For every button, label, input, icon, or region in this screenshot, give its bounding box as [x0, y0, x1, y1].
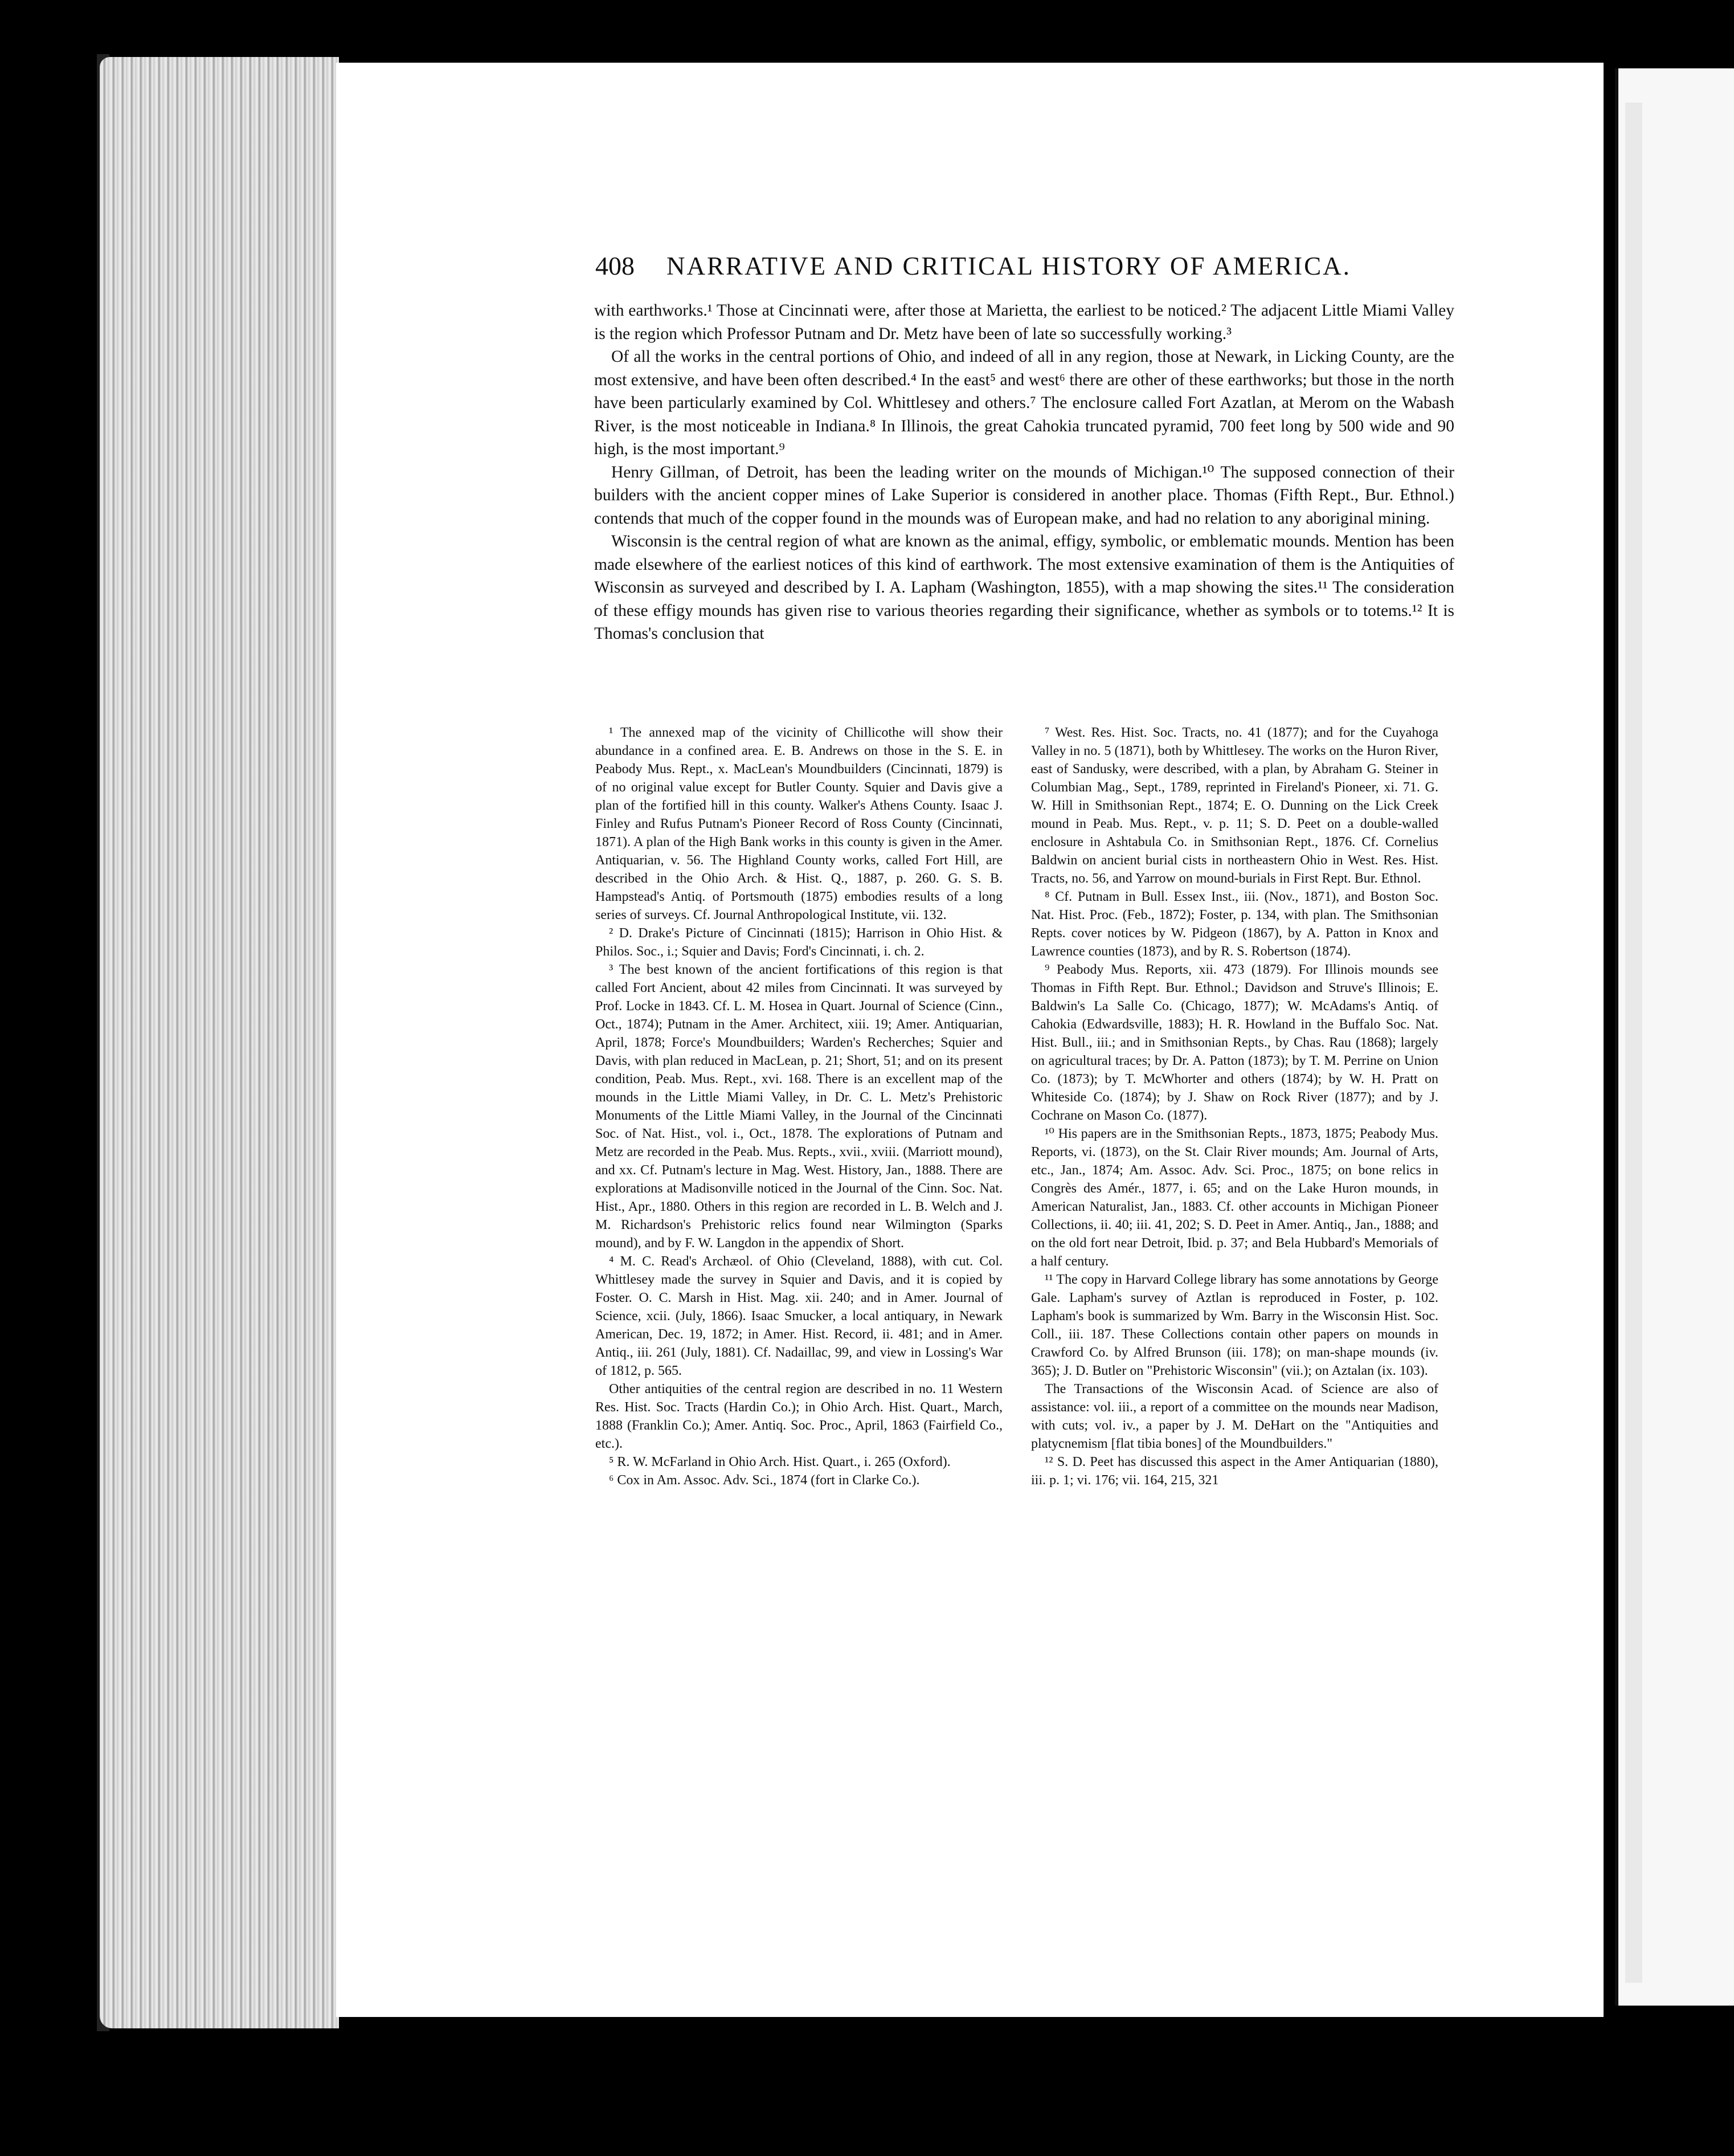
page-header: [595, 251, 1453, 285]
footnote: ¹ The annexed map of the vicinity of Chillicothe will show their abundance in a confined area. E. B. Andrews on those in the S. E. in Peabody Mus. Rept., x. MacLean's Moundbuilders (Cincinnati, 1879) is of no original value except for Butler County. Squier and Davis give a plan of the fortified hill in this county. Walker's Athens County. Isaac J. Finley and Rufus Putnam's Pioneer Record of Ross County (Cincinnati, 1871). A plan of the High Bank works in this county is given in the Amer. Antiquarian, v. 56. The Highland County works, called Fort Hill, are described in the Ohio Arch. & Hist. Q., 1887, p. 260. G. S. B. Hampstead's Antiq. of Portsmouth (1875) embodies results of a long series of surveys. Cf. Journal Anthropological Institute, vii. 132.: [595, 725, 1003, 922]
footnotes-right-column: [1031, 724, 1438, 1489]
page-number: 408: [595, 251, 635, 280]
body-paragraph: with earthworks.¹ Those at Cincinnati were, after those at Marietta, the earliest to be noticed.² The adjacent Little Miami Valley is the region which Professor Putnam and Dr. Metz have been of late so successfully working.³: [594, 301, 1454, 343]
footnote: ¹⁰ His papers are in the Smithsonian Repts., 1873, 1875; Peabody Mus. Reports, vi. (1873), on the St. Clair River mounds; Am. Journal of Arts, etc., Jan., 1874; Am. Assoc. Adv. Sci. Proc., 1875; on bone relics in Congrès des Amér., 1877, i. 65; and on the Lake Huron mounds, in American Naturalist, Jan., 1883. Cf. other accounts in Michigan Pioneer Collections, ii. 40; iii. 41, 202; S. D. Peet in Amer. Antiq., Jan., 1888; and on the old fort near Detroit, Ibid. p. 37; and Bela Hubbard's Memorials of a half century.: [1031, 1126, 1438, 1269]
adjacent-page-edge: [1615, 68, 1734, 2006]
adjacent-page-gutter: [1625, 103, 1642, 1983]
footnotes-left-column: [595, 724, 1003, 1489]
footnote: The Transactions of the Wisconsin Acad. of Science are also of assistance: vol. iii., a report of a committee on the mounds near Madison, with cuts; vol. iv., a paper by J. M. DeHart on the "Antiquities and platycnemism [flat tibia bones] of the Moundbuilders.": [1031, 1382, 1438, 1451]
footnote: ⁴ M. C. Read's Archæol. of Ohio (Cleveland, 1888), with cut. Col. Whittlesey made the survey in Squier and Davis, and it is copied by Foster. O. C. Marsh in Hist. Mag. xii. 240; and in Amer. Journal of Science, xcii. (July, 1866). Isaac Smucker, a local antiquary, in Newark American, Dec. 19, 1872; in Amer. Hist. Record, ii. 481; and in Amer. Antiq., iii. 261 (July, 1881). Cf. Nadaillac, 99, and view in Lossing's War of 1812, p. 565.: [595, 1254, 1003, 1378]
footnote: ² D. Drake's Picture of Cincinnati (1815); Harrison in Ohio Hist. & Philos. Soc., i.; Squier and Davis; Ford's Cincinnati, i. ch. 2.: [595, 926, 1003, 959]
footnote: ⁸ Cf. Putnam in Bull. Essex Inst., iii. (Nov., 1871), and Boston Soc. Nat. Hist. Proc. (Feb., 1872); Foster, p. 134, with plan. The Smithsonian Repts. cover notices by W. Pidgeon (1867), by A. Patton in Knox and Lawrence counties (1873), and by R. S. Robertson (1874).: [1031, 889, 1438, 959]
book-page-edges: [100, 57, 339, 2028]
footnote: ⁷ West. Res. Hist. Soc. Tracts, no. 41 (1877); and for the Cuyahoga Valley in no. 5 (1871), both by Whittlesey. The works on the Huron River, east of Sandusky, were described, with a plan, by Abraham G. Steiner in Columbian Mag., Sept., 1789, reprinted in Fireland's Pioneer, xi. 71. G. W. Hill in Smithsonian Rept., 1874; E. O. Dunning on the Lick Creek mound in Peab. Mus. Rept., v. p. 11; S. D. Peet on a double-walled enclosure in Ashtabula Co. in Smithsonian Rept., 1876. Cf. Cornelius Baldwin on ancient burial cists in northeastern Ohio in West. Res. Hist. Tracts, no. 56, and Yarrow on mound-burials in First Rept. Bur. Ethnol.: [1031, 725, 1438, 886]
footnote: ⁹ Peabody Mus. Reports, xii. 473 (1879). For Illinois mounds see Thomas in Fifth Rept. Bur. Ethnol.; Davidson and Struve's Illinois; E. Baldwin's La Salle Co. (Chicago, 1877); W. McAdams's Antiq. of Cahokia (Edwardsville, 1883); H. R. Howland in the Buffalo Soc. Nat. Hist. Bull., iii.; and in Smithsonian Repts., by Chas. Rau (1868); largely on agricultural traces; by Dr. A. Patton (1873); by T. M. Perrine on Union Co. (1873); by T. McWhorter and others (1874); by W. H. Pratt on Whiteside Co. (1874); by J. Shaw on Rock River (1877); and by J. Cochrane on Mason Co. (1877).: [1031, 962, 1438, 1123]
body-paragraph: Wisconsin is the central region of what are known as the animal, effigy, symbolic, or emblematic mounds. Mention has been made elsewhere of the earliest notices of this kind of earthwork. The most extensive examination of them is the Antiquities of Wisconsin as surveyed and described by I. A. Lapham (Washington, 1855), with a map showing the sites.¹¹ The consideration of these effigy mounds has given rise to various theories regarding their significance, whether as symbols or to totems.¹² It is Thomas's conclusion that: [594, 532, 1454, 643]
footnote: ¹² S. D. Peet has discussed this aspect in the Amer Antiquarian (1880), iii. p. 1; vi. 176; vii. 164, 215, 321: [1031, 1455, 1438, 1488]
body-paragraph: Of all the works in the central portions of Ohio, and indeed of all in any region, those at Newark, in Licking County, are the most extensive, and have been often described.⁴ In the east⁵ and west⁶ there are other of these earthworks; but those in the north have been particularly examined by Col. Whittlesey and others.⁷ The enclosure called Fort Azatlan, at Merom on the Wabash River, is the most noticeable in Indiana.⁸ In Illinois, the great Cahokia truncated pyramid, 700 feet long by 500 wide and 90 high, is the most important.⁹: [594, 348, 1454, 458]
main-body-text: [594, 299, 1454, 646]
footnote: ⁵ R. W. McFarland in Ohio Arch. Hist. Quart., i. 265 (Oxford).: [609, 1455, 951, 1469]
footnote: Other antiquities of the central region are described in no. 11 Western Res. Hist. Soc. Tracts (Hardin Co.); in Ohio Arch. Hist. Quart., March, 1888 (Franklin Co.); Amer. Antiq. Soc. Proc., April, 1863 (Fairfield Co., etc.).: [595, 1382, 1003, 1451]
running-title: NARRATIVE AND CRITICAL HISTORY OF AMERICA.: [666, 252, 1351, 280]
body-paragraph: Henry Gillman, of Detroit, has been the leading writer on the mounds of Michigan.¹⁰ The supposed connection of their builders with the ancient copper mines of Lake Superior is considered in another place. Thomas (Fifth Rept., Bur. Ethnol.) contends that much of the copper found in the mounds was of European make, and had no relation to any aboriginal mining.: [594, 463, 1454, 528]
footnote: ⁶ Cox in Am. Assoc. Adv. Sci., 1874 (fort in Clarke Co.).: [609, 1473, 920, 1488]
footnote: ¹¹ The copy in Harvard College library has some annotations by George Gale. Lapham's survey of Aztlan is reproduced in Foster, p. 102. Lapham's book is summarized by Wm. Barry in the Wisconsin Hist. Soc. Coll., iii. 187. These Collections contain other papers on mounds in Crawford Co. by Alfred Brunson (iii. 178); on man-shape mounds (iv. 365); J. D. Butler on "Prehistoric Wisconsin" (vii.); on Aztalan (ix. 103).: [1031, 1272, 1438, 1378]
footnote: ³ The best known of the ancient fortifications of this region is that called Fort Ancient, about 42 miles from Cincinnati. It was surveyed by Prof. Locke in 1843. Cf. L. M. Hosea in Quart. Journal of Science (Cinn., Oct., 1874); Putnam in the Amer. Architect, xiii. 19; Amer. Antiquarian, April, 1878; Force's Moundbuilders; Warden's Recherches; Squier and Davis, with plan reduced in MacLean, p. 21; Short, 51; and on its present condition, Peab. Mus. Rept., xvi. 168. There is an excellent map of the mounds in the Little Miami Valley, in Dr. C. L. Metz's Prehistoric Monuments of the Little Miami Valley, in the Journal of the Cincinnati Soc. of Nat. Hist., vol. i., Oct., 1878. The explorations of Putnam and Metz are recorded in the Peab. Mus. Repts., xvii., xviii. (Marriott mound), and xx. Cf. Putnam's lecture in Mag. West. History, Jan., 1888. There are explorations at Madisonville noticed in the Journal of the Cinn. Soc. Nat. Hist., Apr., 1880. Others in this region are recorded in L. B. Welch and J. M. Richardson's Prehistoric relics found near Wilmington (Sparks mound), and by F. W. Langdon in the appendix of Short.: [595, 962, 1003, 1251]
